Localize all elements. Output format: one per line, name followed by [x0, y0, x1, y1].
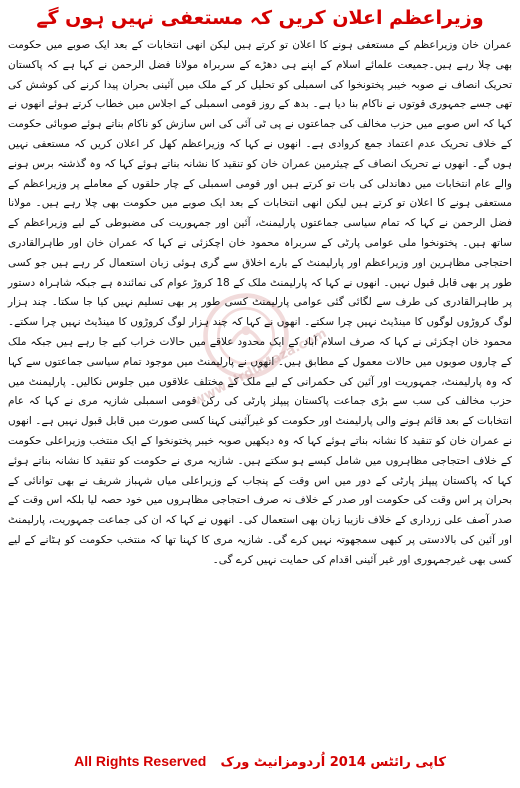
article-body: عمران خان وزیراعظم کے مستعفی ہونے کا اعلان تو کرتے ہیں لیکن انھی انتخابات کے بعد ایک صوبے میں حکومت بھی چلا رہے ہیں۔جمیعت علمائے اسلام کے اپنے ہی دھڑے کے سربراہ مولانا فضل الرحمن نے کہا ہے کہ پاکستان تحریک انصاف نے صوبہ خیبر پختونخوا کی اسمبلی کو تحلیل کر کے ملک میں آئینی بحران پیدا کرنے کی کوشش کی تھی جسے جمہوری قوتوں نے ناکام بنا دیا ہے۔ بدھ کے روز قومی اسمبلی کے اجلاس میں خطاب کرتے ہوئے انھوں نے کہا کہ اس صوبے میں حزب مخالف کی جماعتوں نے پی ٹی آئی کی اس سازش کو ناکام بناتے ہوئے صوبائی حکومت کے خلاف تحریک عدم اعتماد جمع کروادی ہے۔ انھوں نے کہا کہ وزیراعظم کھل کر اعلان کریں کہ مستعفی نہیں ہوں گے۔ انھوں نے تحریک انصاف کے چیئرمین عمران خان کو تنقید کا نشانہ بناتے ہوئے کہا کہ وہ گذشتہ برس ہونے والے عام انتخابات میں دھاندلی کی بات تو کرتے ہیں اور قومی اسمبلی کے چار حلقوں کے معاملے پر وزیراعظم کے مستعفی ہونے کا اعلان تو کرتے ہیں لیکن انھی انتخابات کے بعد ایک صوبے میں حکومت بھی چلا رہے ہیں۔ مولانا فضل الرحمن نے کہا کہ تمام سیاسی جماعتوں پارلیمنٹ، آئین اور جمہوریت کی مضبوطی کے لیے وزیراعظم کے ساتھ ہیں۔ پختونخوا ملی عوامی پارٹی کے سربراہ محمود خان اچکزئی نے کہا کہ عمران خان اور طاہرالقادری احتجاجی مظاہرین اور وزیراعظم اور پارلیمنٹ کے بارے اخلاق سے گری ہوئی زبان استعمال کر رہے ہیں جو کسی طور پر بھی قابل قبول نہیں۔ انھوں نے کہا کہ پارلیمنٹ ملک کے 18 کروڑ عوام کی نمائندہ ہے جبکہ شاہراہ دستور پر طاہرالقادری کی طرف سے لگائی گئی عوامی پارلیمنٹ کسی طور پر بھی تسلیم نہیں کیا جا سکتا۔ چند ہزار لوگ کروڑوں لوگوں کا مینڈیٹ نہیں چرا سکتے۔ انھوں نے کہا کہ چند ہزار لوگ کروڑوں کا مینڈیٹ نہیں چرا سکتے۔ محمود خان اچکزئی نے کہا کہ صرف اسلام آباد کے ایک محدود علاقے میں حالات خراب کیے جا رہے ہیں جبکہ ملک کے چاروں صوبوں میں حالات معمول کے مطابق ہیں۔ انھوں نے پارلیمنٹ میں موجود تمام سیاسی جماعتوں سے کہا کہ وہ پارلیمنٹ، جمہوریت اور آئین کی حکمرانی کے لیے ملک کے مختلف علاقوں میں جلوس نکالیں۔ پارلیمنٹ میں حزب مخالف کی سب سے بڑی جماعت پاکستان پیپلز پارٹی کی رکن قومی اسمبلی شازیہ مری نے کہا کہ عام انتخابات کے بعد قائم ہونے والی پارلیمنٹ اور حکومت کو غیرآئینی کہنا کسی صورت میں قابل قبول نہیں ہے۔ انھوں نے عمران خان کو تنقید کا نشانہ بناتے ہوئے کہا کہ وہ دیکھیں صوبہ خیبر پختونخوا کے ایک منتخب وزیراعلی حکومت کے خلاف احتجاجی مظاہروں میں شامل کیسے ہو سکتے ہیں۔ شازیہ مری نے حکومت کو تنقید کا نشانہ بناتے ہوئے کہا کہ پاکستان پیپلز پارٹی کے دور میں اس وقت کے پنجاب کے وزیراعلی میاں شہباز شریف نے بھی توانائی کے بحران پر اس وقت کی حکومت اور صدر کے خلاف نہ صرف احتجاجی مظاہروں میں خود حصہ لیا بلکہ اس وقت کے صدر آصف علی زرداری کے خلاف نازیبا زبان بھی استعمال کی۔ انھوں نے کہا کہ ان کی جماعت جمہوریت، پارلیمنٹ اور آئین کی بالادستی پر کبھی سمجھوتہ نہیں کرے گی۔ شازیہ مری کا کہنا تھا کہ منتخب حکومت کو ہٹانے کے لیے کسی بھی غیرجمہوری اور غیر آئینی اقدام کی حمایت نہیں کرے گی۔ [8, 39, 512, 566]
footer-rights-text: All Rights Reserved [74, 753, 207, 769]
copyright-footer [0, 748, 520, 774]
article-headline: وزیراعظم اعلان کریں کہ مستعفی نہیں ہوں گے [36, 7, 484, 29]
footer-copyright-urdu: کاپی رائٹس 2014 اُردومزانیٹ ورک [220, 755, 446, 770]
watermark-url: www.UrduMaza.com [190, 325, 330, 410]
